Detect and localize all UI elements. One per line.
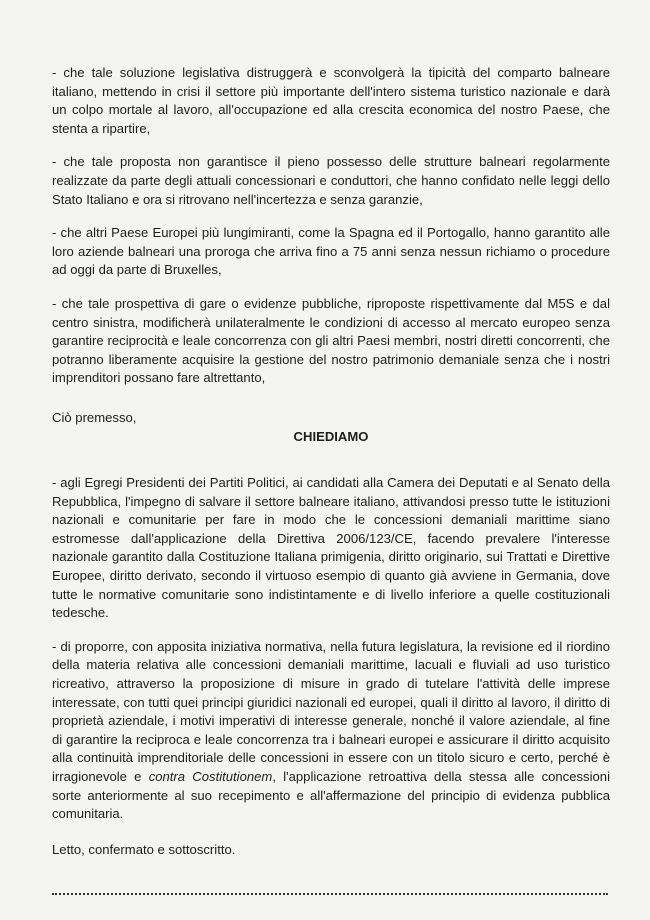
paragraph-gare: - che tale prospettiva di gare o evidenze pubbliche, riproposte rispettivamente dal M5S e dal centro sinistra, modificherà unilateralmente le condizioni di accesso al mercato europeo senza garantire reciprocità e leale concorrenza con gli altri Paesi membri, nostri diretti concorrenti, che potranno liberamente acquisire la gestione del nostro patrimonio demaniale senza che i nostri imprenditori possano fare altrettanto,	[52, 295, 610, 386]
paragraph-request-2	[52, 638, 610, 824]
request-2-italic: contra Costitutionem	[148, 769, 273, 784]
signature-line	[52, 875, 608, 895]
premise-text: Ciò premesso,	[52, 409, 137, 425]
paragraph-paesi-europei: - che altri Paese Europei più lungimiranti, come la Spagna ed il Portogallo, hanno garantito alle loro aziende balneari una proroga che arriva fino a 75 anni senza nessun richiamo o procedure ad oggi da parte di Bruxelles,	[52, 225, 610, 278]
paragraph-request-1: - agli Egregi Presidenti dei Partiti Politici, ai candidati alla Camera dei Deputati e al Senato della Repubblica, l'impegno di salvare il settore balneare italiano, attivandosi presso tutte le istituzioni nazionali e comunitarie per fare in modo che le concessioni demaniali marittime siano estromesse dall'applicazione della Direttiva 2006/123/CE, facendo prevalere l'interesse nazionale garantito dalla Costituzione Italiana primigenia, diritto originario, sui Trattati e Direttive Europee, diritto derivato, secondo il virtuoso esempio di quanto già avviene in Germania, dove tutte le normative comunitarie sono indistintamente e di livello inferiore a quelle costituzionali tedesche.	[52, 475, 610, 621]
section-heading: CHIEDIAMO	[293, 428, 369, 444]
request-2-text-b: , l'applicazione retroattiva della stessa alle concessioni sorte anteriormente al suo recepimento e all'affermazione del principio di evidenza pubblica comunitaria.	[52, 769, 610, 822]
paragraph-strutture: - che tale proposta non garantisce il pieno possesso delle strutture balneari regolarmente realizzate da parte degli attuali concessionari e conduttori, che hanno confidato nelle leggi dello Stato Italiano e ora si ritrovano nell'incertezza e senza garanzie,	[52, 154, 610, 207]
closing-text: Letto, confermato e sottoscritto.	[52, 841, 236, 857]
request-2-text-a: - di proporre, con apposita iniziativa normativa, nella futura legislatura, la revisione ed il riordino della materia relativa alle concessioni demaniali marittime, lacuali e fluviali ad uso turistico ricreativo, attraverso la proposizione di misure in grado di tutelare l'attività delle imprese interessate, con tutti quei principi giuridici nazionali ed europei, quali il diritto al lavoro, il diritto di proprietà aziendale, i motivi imperativi di interesse generale, nonché il valore aziendale, al fine di garantire la reciproca e leale concorrenza tra i balneari europei e assicurare il diritto acquisito alla continuità imprenditoriale delle concessioni in essere con un titolo sicuro e certo, perché è irragionevole e	[52, 638, 610, 784]
paragraph-tipicita: - che tale soluzione legislativa distruggerà e sconvolgerà la tipicità del comparto balneare italiano, mettendo in crisi il settore più importante dell'intero sistema turistico nazionale e darà un colpo mortale al lavoro, all'occupazione ed alla crescita economica del nostro Paese, che stenta a ripartire,	[52, 65, 610, 136]
